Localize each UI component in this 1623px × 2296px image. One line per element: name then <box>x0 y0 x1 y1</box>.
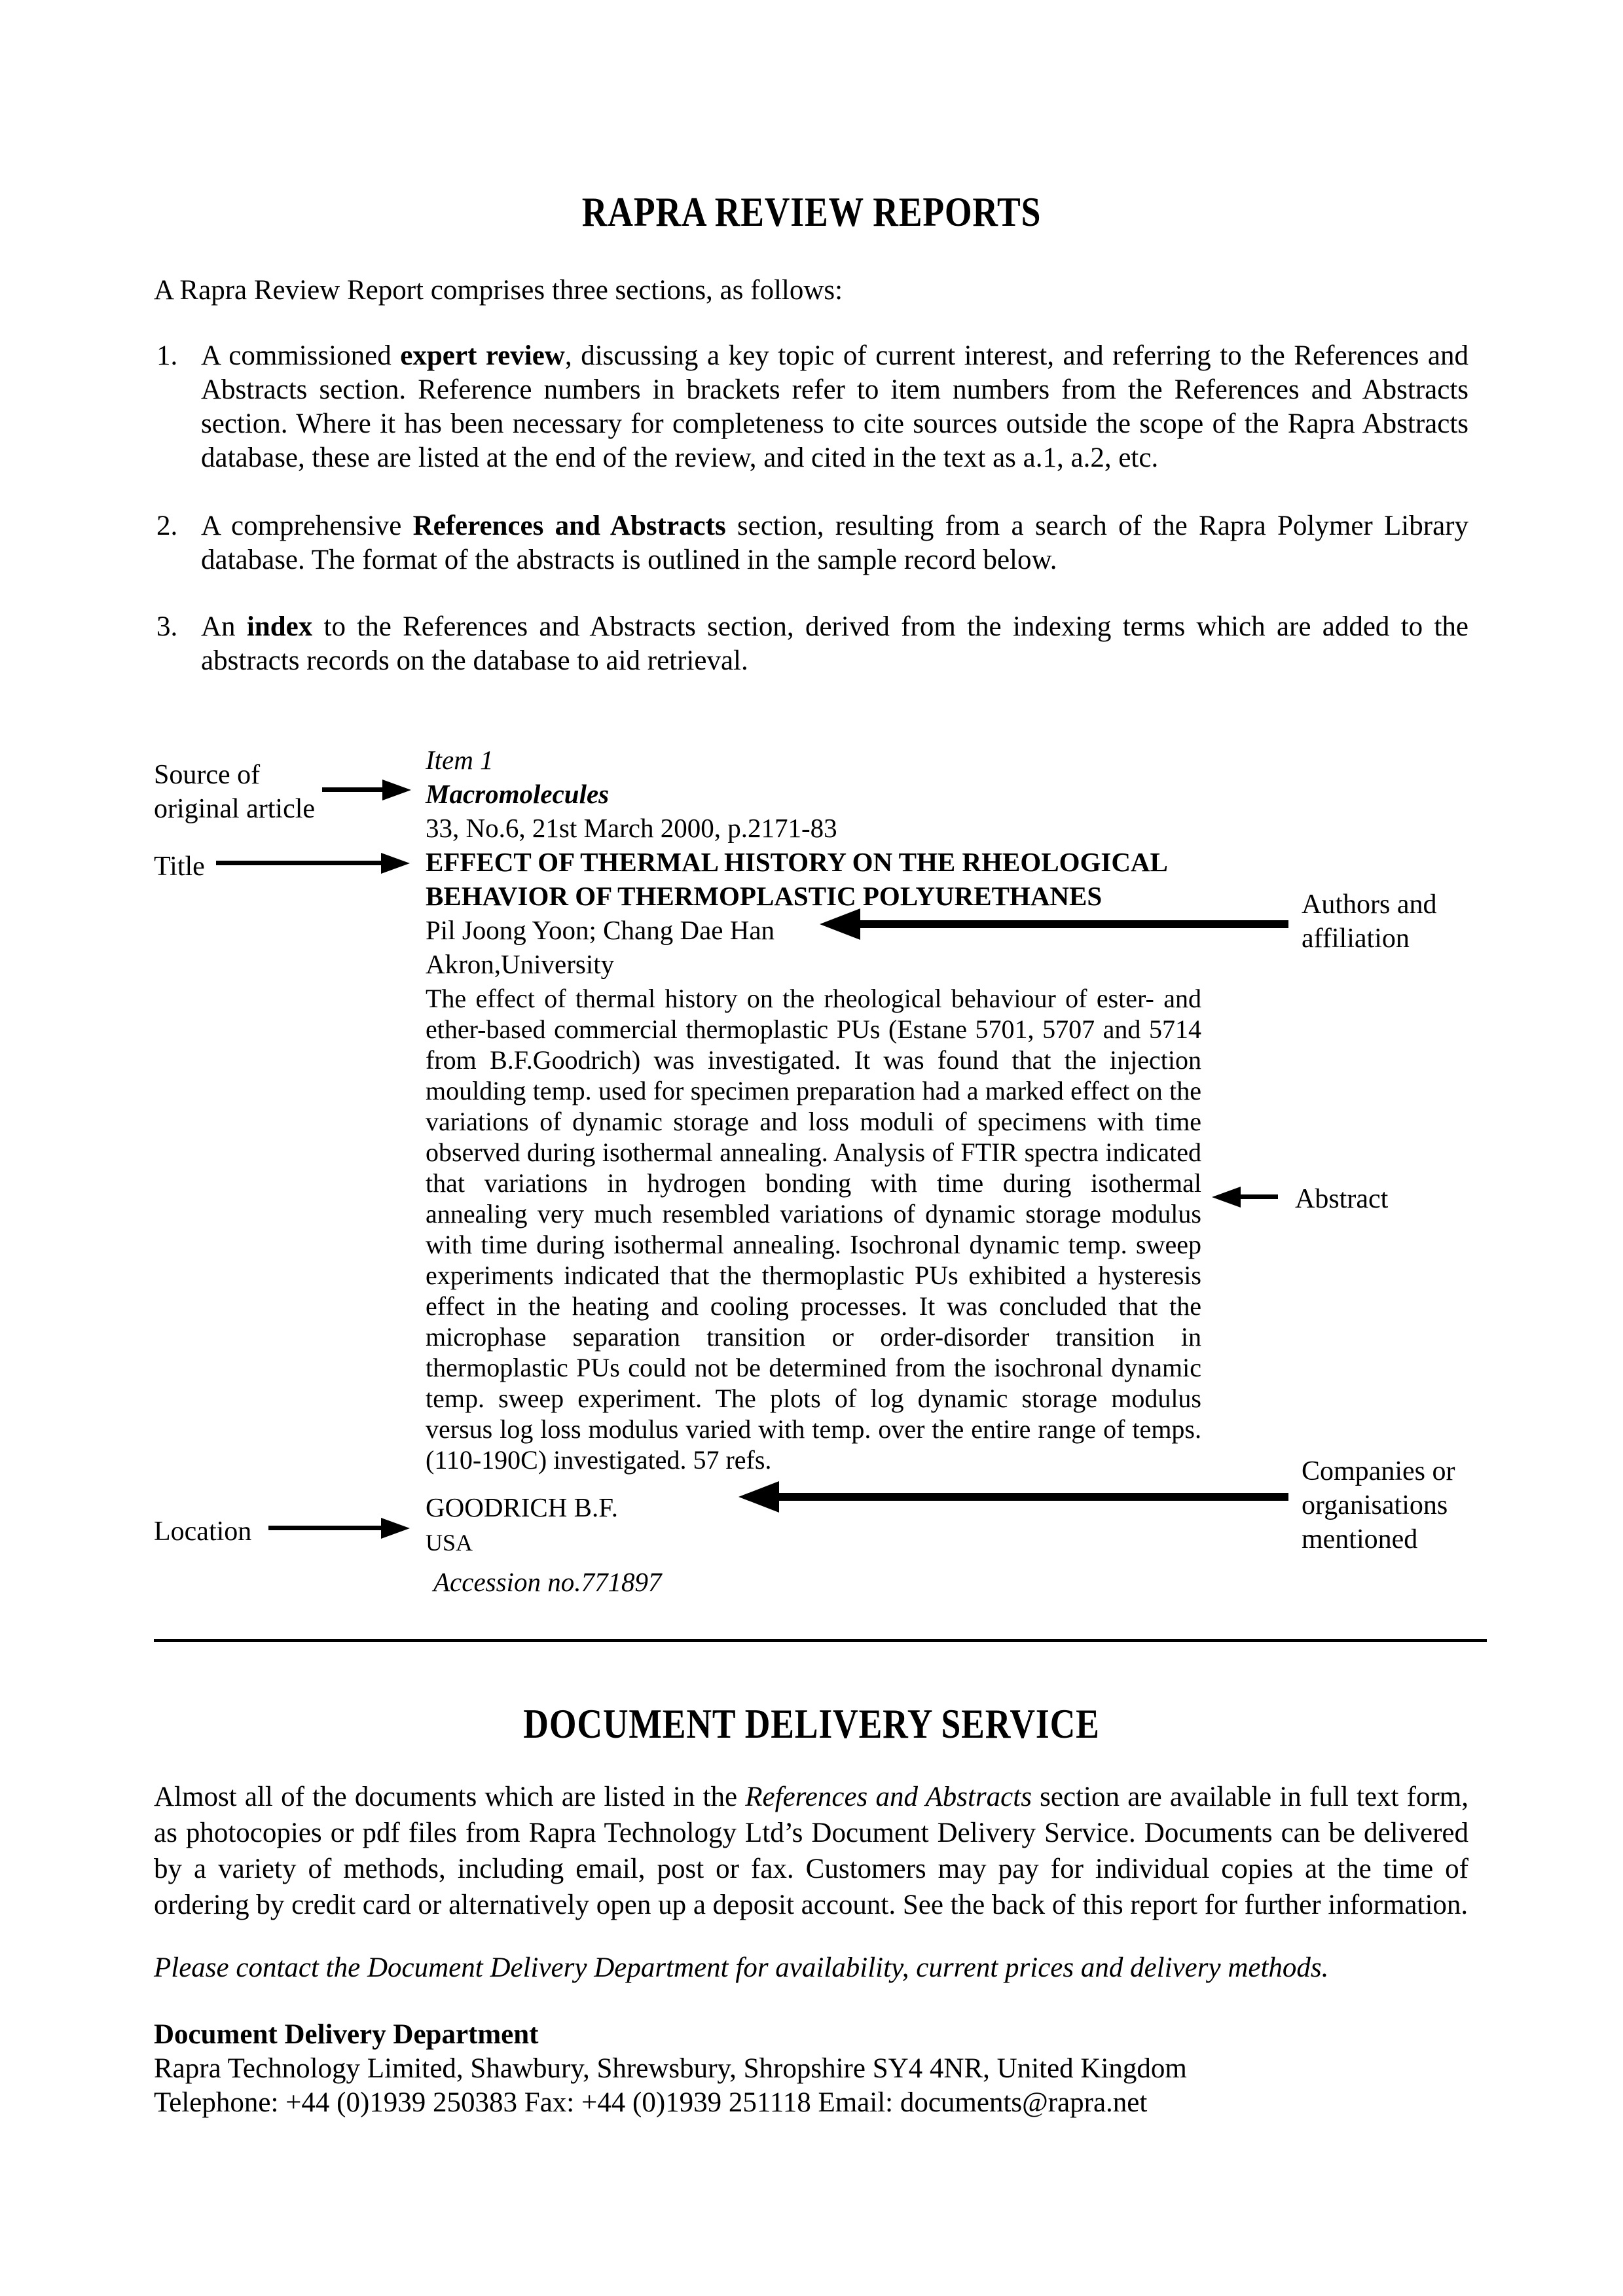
delivery-paragraph-post: section are available in full text form, as photocopies or pdf files from Rapra Technology Ltd’s Document Delivery Service. Documents can be delivered by a variety of methods, including email, post or fax. Customers may pay for individual copies at the time of ordering by credit card or alternatively open up a deposit account. See the back of this report for further information. <box>154 1782 1468 1920</box>
delivery-paragraph-italic: References and Abstracts <box>745 1782 1032 1812</box>
title-arrow-right-icon <box>216 861 381 865</box>
list-item-3-pre: An <box>201 611 247 642</box>
list-item-1-bold: expert review <box>400 340 565 371</box>
list-item-1-text <box>201 339 1468 475</box>
intro-paragraph: A Rapra Review Report comprises three sections, as follows: <box>154 275 843 306</box>
companies-label: Companies or organisations mentioned <box>1302 1456 1455 1554</box>
list-item-2-post: section, resulting from a search of the Rapra Polymer Library database. The format of the abstracts is outlined in the sample record below. <box>201 511 1468 575</box>
abstract-label: Abstract <box>1295 1184 1389 1214</box>
companies-arrow-left-icon <box>779 1493 1288 1501</box>
record-location: USA <box>426 1530 473 1556</box>
record-authors: Pil Joong Yoon; Chang Dae Han <box>426 915 775 945</box>
list-item-3 <box>154 610 1468 678</box>
source-label: Source of original article <box>154 760 316 824</box>
location-label: Location <box>154 1516 252 1547</box>
list-item-1-pre: A commissioned <box>201 340 401 371</box>
authors-arrow-left-icon <box>860 920 1288 928</box>
delivery-department-heading: Document Delivery Department <box>154 2019 539 2050</box>
record-company: GOODRICH B.F. <box>426 1492 619 1522</box>
list-item-2-bold: References and Abstracts <box>412 511 726 541</box>
list-item-1-post: , discussing a key topic of current interest, and referring to the References and Abstracts section. Reference numbers in brackets refer to item numbers from the References and Abstracts section. Where it has been necessary for completeness to cite sources outside the scope of the Rapra Abstracts database, these are listed at the end of the review, and cited in the text as a.1, a.2, etc. <box>201 340 1468 473</box>
list-item-3-number: 3. <box>156 611 178 642</box>
delivery-phone-line: Telephone: +44 (0)1939 250383 Fax: +44 (0)1939 251118 Email: documents@rapra.net <box>154 2087 1148 2118</box>
source-arrow-right-icon <box>322 787 382 792</box>
record-journal: Macromolecules <box>426 779 610 809</box>
record-abstract: The effect of thermal history on the rheological behaviour of ester- and ether-based commercial thermoplastic PUs (Estane 5701, 5707 and 5714 from B.F.Goodrich) was investigated. It was found that the injection moulding temp. used for specimen preparation had a marked effect on the variations of dynamic storage and loss moduli of specimens with time observed during isothermal annealing. Analysis of FTIR spectra indicated that variations in hydrogen bonding with time during isothermal annealing very much resembled variations of dynamic storage modulus with time during isothermal annealing. Isochronal dynamic temp. sweep experiments indicated that the thermoplastic PUs exhibited a hysteresis effect in the heating and cooling processes. It was concluded that the microphase separation transition or order-disorder transition in thermoplastic PUs could not be determined from the isochronal dynamic temp. sweep experiment. The plots of log dynamic storage modulus versus log loss modulus varied with temp. over the entire range of temps. (110-190C) investigated. 57 refs. <box>426 984 1201 1475</box>
record-item-label: Item 1 <box>426 745 494 775</box>
delivery-address: Rapra Technology Limited, Shawbury, Shrewsbury, Shropshire SY4 4NR, United Kingdom <box>154 2053 1187 2084</box>
location-arrow-right-icon <box>268 1526 381 1530</box>
list-item-2-number: 2. <box>156 511 178 541</box>
record-title-line2: BEHAVIOR OF THERMOPLASTIC POLYURETHANES <box>426 881 1103 911</box>
page-title: RAPRA REVIEW REPORTS <box>581 189 1042 235</box>
delivery-paragraph <box>154 1779 1468 1923</box>
delivery-contact-note: Please contact the Document Delivery Department for availability, current prices and delivery methods. <box>154 1952 1329 1983</box>
list-item-2-text <box>201 509 1468 577</box>
record-accession: Accession no.771897 <box>433 1567 662 1597</box>
record-affiliation: Akron,University <box>426 949 615 979</box>
delivery-section-title: DOCUMENT DELIVERY SERVICE <box>523 1701 1100 1747</box>
list-item-3-text <box>201 610 1468 678</box>
title-label: Title <box>154 852 205 882</box>
abstract-arrow-left-icon <box>1241 1194 1278 1199</box>
list-item-2-pre: A comprehensive <box>201 511 413 541</box>
authors-label: Authors and affiliation <box>1302 889 1437 954</box>
record-citation: 33, No.6, 21st March 2000, p.2171-83 <box>426 813 837 843</box>
list-item-1 <box>154 339 1468 475</box>
list-item-3-post: to the References and Abstracts section, derived from the indexing terms which are added to the abstracts records on the database to aid retrieval. <box>201 611 1468 676</box>
record-title-line1: EFFECT OF THERMAL HISTORY ON THE RHEOLOGICAL <box>426 847 1168 877</box>
list-item-2 <box>154 509 1468 577</box>
list-item-3-bold: index <box>246 611 313 642</box>
section-divider <box>154 1639 1487 1642</box>
list-item-1-number: 1. <box>156 340 178 371</box>
delivery-paragraph-pre: Almost all of the documents which are listed in the <box>154 1782 746 1812</box>
